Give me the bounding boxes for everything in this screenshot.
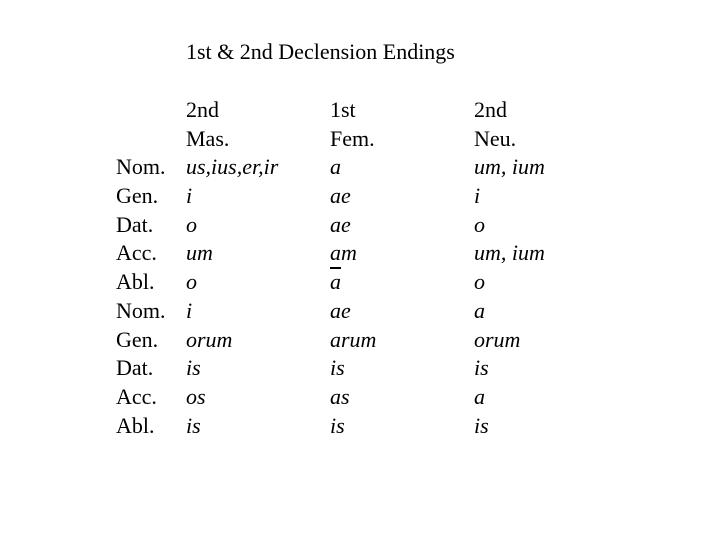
ending-cell: i [474,183,481,209]
ending-cell: a [330,154,341,180]
column-header: Mas. [186,125,230,151]
ending-cell: a [474,383,485,409]
ending-cell: is [330,412,345,438]
ending-cell: us,ius,er,ir [186,154,279,180]
case-label: Nom. [116,297,166,323]
ending-cell: is [474,412,489,438]
ending-cell: o [186,211,197,237]
ending-cell: am [330,240,357,266]
ending-cell: o [474,211,485,237]
masculine-column [186,96,278,440]
ending-cell: um [186,240,213,266]
ending-cell: is [186,355,201,381]
ending-cell: is [186,412,201,438]
header-spacer [116,125,166,154]
ending-cell: is [330,355,345,381]
ending-cell: i [186,183,193,209]
ending-cell: orum [186,326,233,352]
ending-cell: o [186,269,197,295]
ending-cell: as [330,383,350,409]
case-label: Gen. [116,183,159,209]
ending-cell: um, ium [474,154,545,180]
case-label: Nom. [116,154,166,180]
page-title: 1st & 2nd Declension Endings [186,39,455,64]
column-header: Fem. [330,125,375,151]
ending-cell: orum [474,326,521,352]
case-label: Abl. [116,412,155,438]
column-header: Neu. [474,125,517,151]
ending-cell-long-vowel [330,268,376,297]
column-header: 2nd [186,97,219,122]
ending-cell: a [474,297,485,323]
header-spacer [116,96,166,125]
case-label: Abl. [116,269,155,295]
case-label-column [116,96,166,440]
case-label: Acc. [116,240,157,266]
ending-cell: is [474,355,489,381]
ending-cell: um, ium [474,240,545,266]
ending-cell: arum [330,326,377,352]
ending-cell: ae [330,183,351,209]
ending-cell: i [186,297,193,323]
column-header: 1st [330,97,356,122]
case-label: Acc. [116,383,157,409]
case-label: Dat. [116,211,154,237]
case-label: Gen. [116,326,159,352]
neuter-column [474,96,545,440]
ending-cell: o [474,269,485,295]
case-label: Dat. [116,355,154,381]
macron-ending: $\overline{a}$ [330,269,341,295]
column-header: 2nd [474,97,507,122]
ending-cell: ae [330,297,351,323]
feminine-column [330,96,376,440]
ending-cell: os [186,383,206,409]
ending-cell: ae [330,211,351,237]
